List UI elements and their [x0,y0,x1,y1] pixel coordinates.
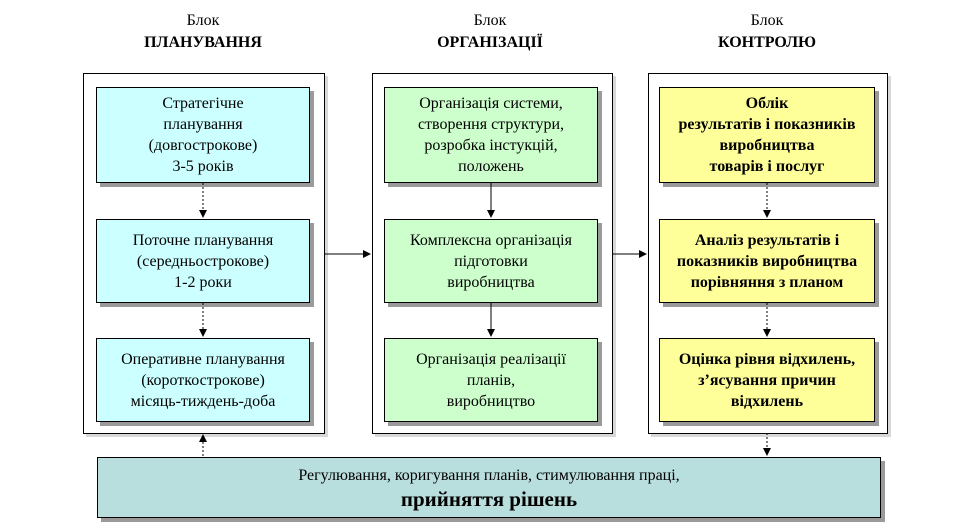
header-planning-line2: ПЛАНУВАННЯ [144,34,262,51]
deviation-evaluation-box: Оцінка рівня відхилень, з’ясування причин відхилень [659,338,875,422]
current-planning-box: Поточне планування (середньострокове) 1-2 роки [96,219,310,303]
header-control-line2: КОНТРОЛЮ [717,34,817,51]
accounting-results-box: Облік результатів і показників виробництва товарів і послуг [659,87,875,183]
operative-planning-box: Оперативне планування (короткострокове) місяць-тиждень-доба [96,338,310,422]
header-organization-line2: ОРГАНІЗАЦІЇ [437,34,543,51]
organization-system-box: Організація системи, створення структури, розробка інстукцій, положень [384,87,598,183]
strategic-planning-box: Стратегічне планування (довгострокове) 3-5 років [96,87,310,183]
header-organization-line1: Блок [473,12,507,29]
regulation-line1: Регулювання, коригування планів, стимулювання праці, [298,467,680,484]
header-planning-line1: Блок [186,12,220,29]
plan-implementation-box: Організація реалізації планів, виробництво [384,338,598,422]
complex-organization-box: Комплексна організація підготовки виробництва [384,219,598,303]
regulation-line2: прийняття рішень [400,487,578,511]
analysis-results-box: Аналіз результатів і показників виробництва порівняння з планом [659,219,875,303]
header-control-line1: Блок [750,12,784,29]
